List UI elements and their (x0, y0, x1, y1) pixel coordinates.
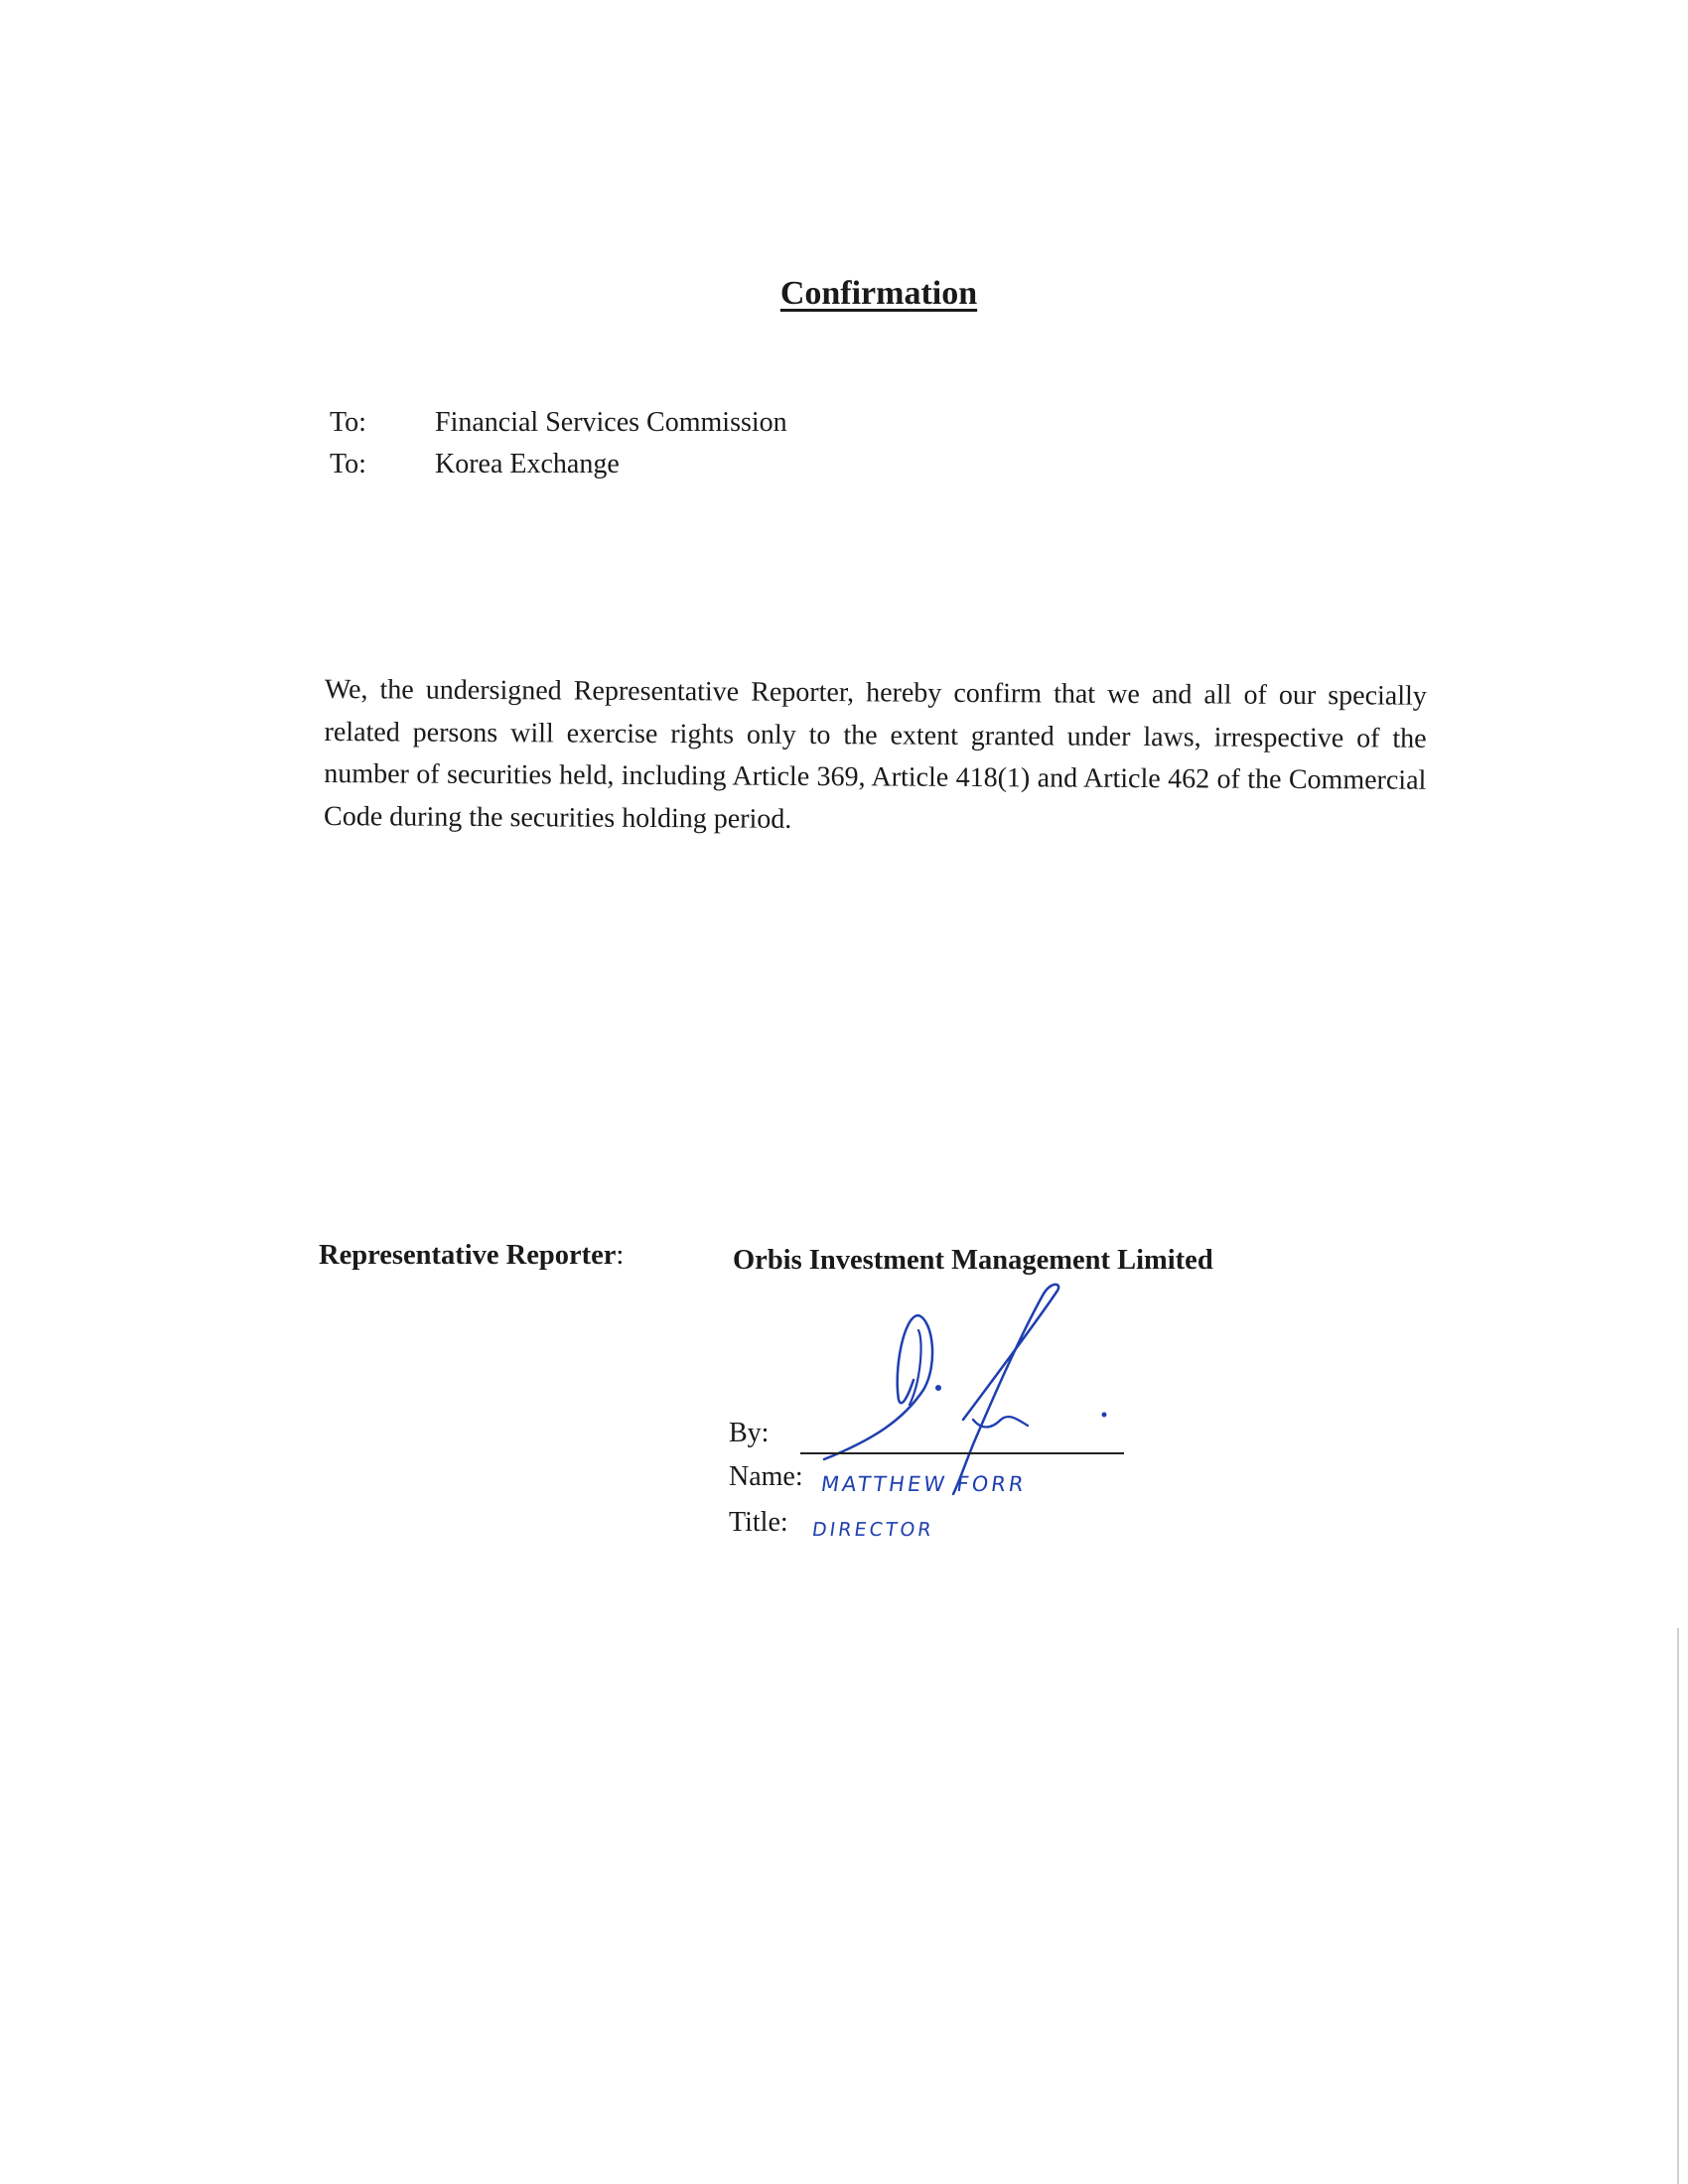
scan-edge-line (1677, 1628, 1679, 2184)
addressee-value: Financial Services Commission (435, 407, 787, 438)
handwritten-name: MATTHEW FORR (819, 1472, 1029, 1496)
name-label: Name: (729, 1461, 803, 1492)
addressee-label: To: (330, 449, 366, 479)
addressee-value: Korea Exchange (435, 449, 620, 479)
company-name: Orbis Investment Management Limited (733, 1245, 1213, 1276)
handwritten-title: DIRECTOR (810, 1519, 936, 1541)
representative-label (319, 1240, 624, 1272)
confirmation-body: We, the undersigned Representative Reporter, hereby confirm that we and all of our specially related persons will exercise rights only to the extent granted under laws, irrespective of the number of securities held, including Article 369, Article 418(1) and Article 462 of the Commercial Code during the securities holding period. (324, 673, 1427, 835)
representative-colon: : (616, 1240, 625, 1271)
addressee-row (330, 407, 787, 439)
handwritten-signature (814, 1271, 1142, 1499)
addressee-row (330, 449, 620, 480)
title-label: Title: (729, 1507, 788, 1538)
document-title: Confirmation (779, 275, 978, 312)
addressee-label: To: (330, 407, 366, 438)
by-label: By: (729, 1418, 770, 1448)
representative-label-text: Representative Reporter (319, 1240, 617, 1271)
signature-line (800, 1452, 1124, 1454)
